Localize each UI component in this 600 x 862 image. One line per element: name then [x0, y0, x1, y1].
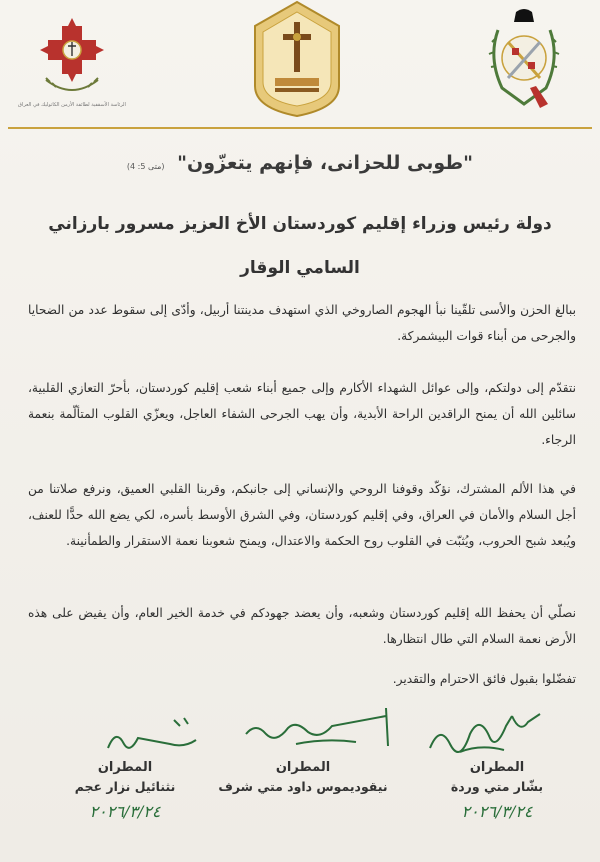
signatory-3-name: نثنائيل نزار عجم — [74, 779, 176, 794]
letter-title — [20, 152, 580, 174]
paragraph-1: ببالغ الحزن والأسى تلقّينا نبأ الهجوم الصاروخي الذي استهدف مدينتنا أربيل، وأدّى إلى سقوط عدد من الضحايا والجرحى من أبناء قوات البيشمركة. — [28, 303, 576, 343]
signature-1-scrawl — [420, 704, 550, 760]
addressee: دولة رئيس وزراء إقليم كوردستان الأخ العزيز مسرور بارزاني — [48, 214, 552, 234]
left-logo-caption: الرئاسة الأسقفية لطائفة الأرمن الكاثوليك في العراق — [18, 102, 126, 108]
signature-block-3 — [40, 760, 210, 821]
header-divider — [8, 127, 592, 129]
honorific: السامي الوقار — [240, 258, 360, 278]
signature-3-scrawl — [100, 714, 210, 762]
paragraph-2: نتقدّم إلى دولتكم، وإلى عوائل الشهداء الأكارم وإلى جميع أبناء شعب إقليم كوردستان، بأحرّ التعازي القلبية، سائلين الله أن يمنح الراقدين الراحة الأبدية، وأن يهب الجرحى الشفاء العاجل، ويعزّي القلوب المتألّمة بنعمة الرجاء. — [28, 381, 576, 447]
title-quote: "طوبى للحزانى، فإنهم يتعزّون" — [177, 152, 474, 174]
keys-and-mitre-emblem-icon — [478, 8, 570, 116]
signatory-1-title: المطران — [469, 760, 525, 775]
signatory-1-date: ٢٠٢٦/٣/٢٤ — [461, 802, 533, 821]
title-reference: (متى 5: 4) — [126, 162, 165, 171]
signatory-3-date: ٢٠٢٦/٣/٢٤ — [89, 802, 161, 821]
signatory-1-name: بشّار متي وردة — [450, 779, 544, 794]
red-cross-emblem-icon — [32, 8, 112, 116]
church-seal-icon — [245, 0, 350, 118]
paragraph-3: في هذا الألم المشترك، نؤكّد وقوفنا الروحي والإنساني إلى جانبكم، وقربنا القلبي العميق، ونرفع صلاتنا من أجل السلام والأمان في العراق، وفي إقليم كوردستان، وفي الشرق الأوسط بأسره، لكي يضع الله حدًّا للعنف، ويُبعد شبح الحروب، ويُثبّت في القلوب روح الحكمة والاعتدال، ويمنح شعوبنا نعمة الاستقرار والطمأنينة. — [28, 482, 576, 548]
closing-line: تفضّلوا بقبول فائق الاحترام والتقدير. — [392, 672, 576, 686]
paragraph-4: نصلّي أن يحفظ الله إقليم كوردستان وشعبه، وأن يعضد جهودكم في خدمة الخير العام، وأن يفيض على هذه الأرض نعمة السلام التي طال انتظارها. — [28, 606, 576, 646]
signature-block-1 — [412, 760, 582, 821]
signatory-2-name: نيقوديموس داود متي شرف — [218, 779, 388, 794]
signature-2-scrawl — [236, 704, 406, 754]
signature-block-2 — [218, 760, 388, 794]
signatory-2-title: المطران — [275, 760, 331, 775]
signatory-3-title: المطران — [97, 760, 153, 775]
